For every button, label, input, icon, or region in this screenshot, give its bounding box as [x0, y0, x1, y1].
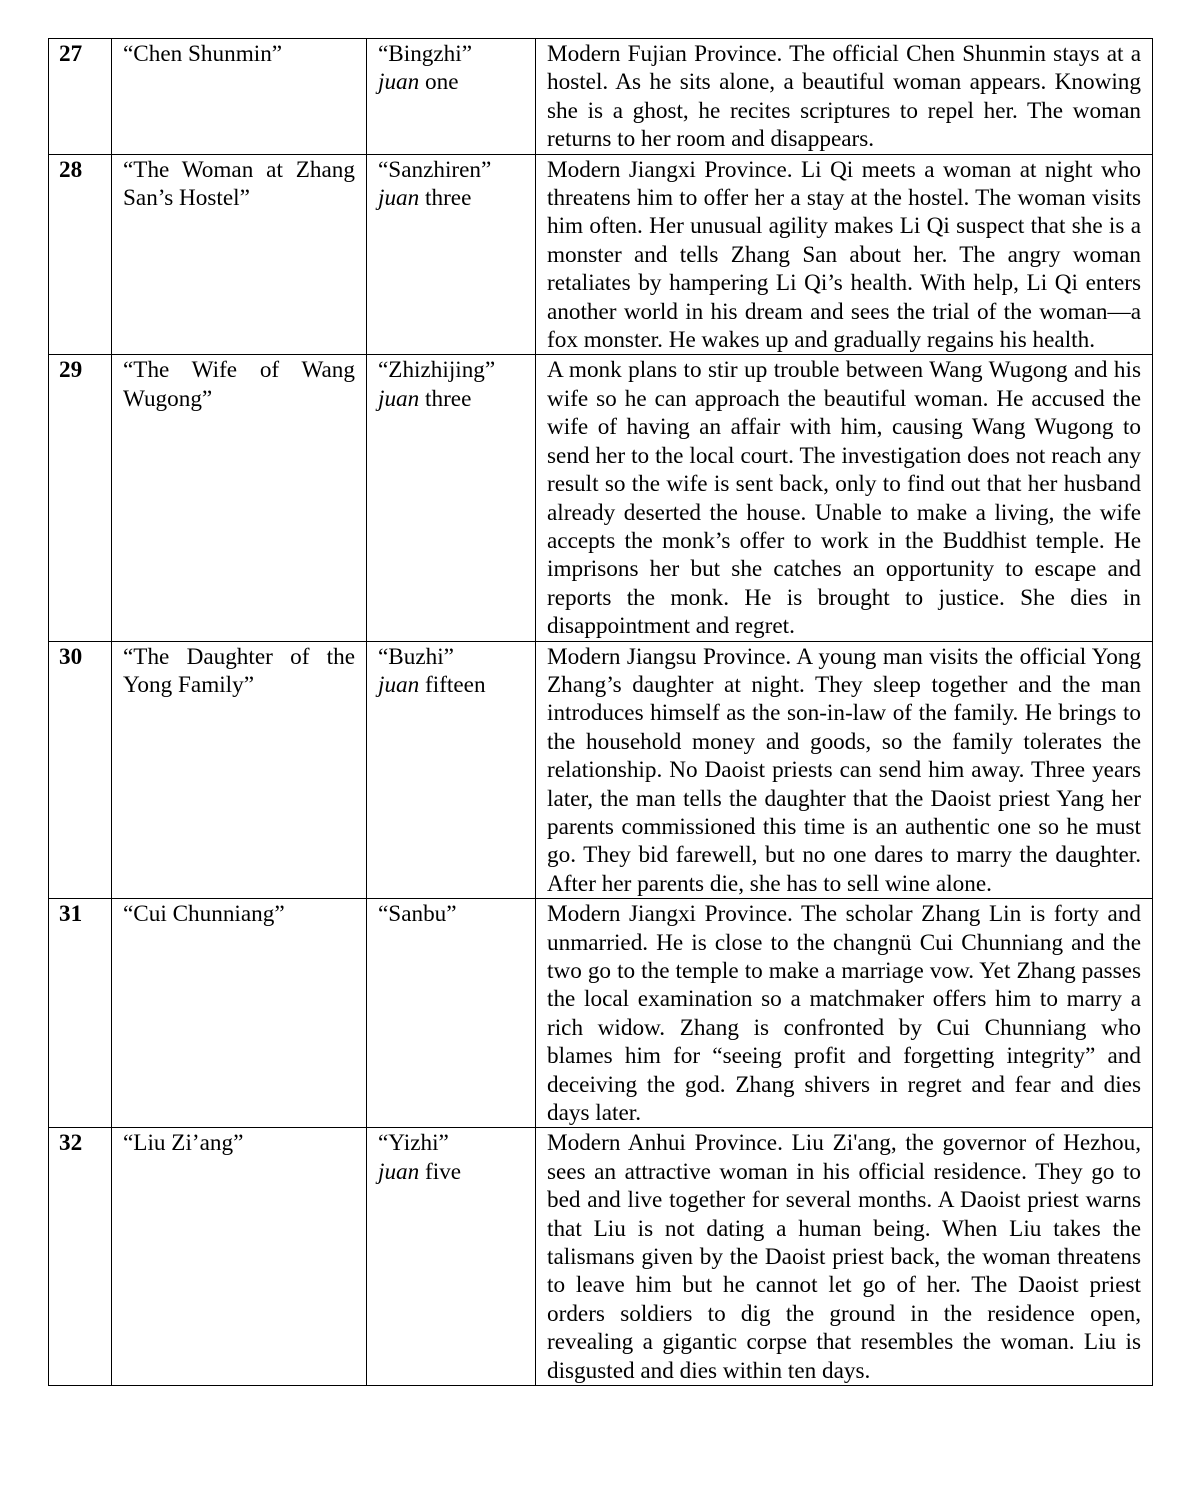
juan-label [378, 68, 524, 96]
story-source [367, 355, 536, 641]
row-number: 32 [49, 1128, 112, 1386]
story-source [367, 1128, 536, 1386]
source-name: “Zhizhijing” [378, 357, 496, 384]
juan-number: five [425, 1158, 462, 1185]
story-summary: Modern Anhui Province. Liu Zi'ang, the governor of Hezhou, sees an attractive woman in his official residence. They go to bed and live together for several months. A Daoist priest warns that Liu is not dating a human being. When Liu takes the talismans given by the Daoist priest back, the woman threatens to leave him but he cannot let go of her. The Daoist priest orders soldiers to dig the ground in the residence open, revealing a gigantic corpse that resembles the woman. Liu is disgusted and dies within ten days. [536, 1128, 1153, 1386]
juan-number: three [425, 185, 472, 212]
row-number: 29 [49, 355, 112, 641]
story-title: “Liu Zi’ang” [112, 1128, 367, 1386]
table-row [49, 899, 1153, 1128]
source-name: “Buzhi” [378, 643, 454, 670]
story-source [367, 899, 536, 1128]
row-number: 27 [49, 39, 112, 155]
story-title: “The Wife of Wang Wugong” [112, 355, 367, 641]
story-source [367, 39, 536, 155]
juan-word: juan [378, 1158, 420, 1185]
story-summary: Modern Jiangxi Province. The scholar Zhang Lin is forty and unmarried. He is close to the changnü Cui Chunniang and the two go to the temple to make a marriage vow. Yet Zhang passes the local examination so a matchmaker offers him to marry a rich widow. Zhang is confronted by Cui Chunniang who blames him for “seeing profit and forgetting integrity” and deceiving the god. Zhang shivers in regret and fear and dies days later. [536, 899, 1153, 1128]
table-row [49, 355, 1153, 641]
juan-word: juan [378, 69, 420, 96]
juan-number: fifteen [425, 671, 486, 698]
table-row [49, 39, 1153, 155]
juan-label [378, 1158, 524, 1186]
juan-word: juan [378, 671, 420, 698]
row-number: 28 [49, 154, 112, 355]
source-name: “Yizhi” [378, 1130, 449, 1157]
juan-word: juan [378, 385, 420, 412]
story-title: “Chen Shunmin” [112, 39, 367, 155]
story-source [367, 641, 536, 899]
table-row [49, 154, 1153, 355]
source-name: “Sanzhiren” [378, 156, 492, 183]
table-row [49, 641, 1153, 899]
table-row [49, 1128, 1153, 1386]
stories-table [48, 38, 1153, 1386]
row-number: 30 [49, 641, 112, 899]
table-body [49, 39, 1153, 1386]
story-source [367, 154, 536, 355]
story-title: “The Woman at Zhang San’s Hostel” [112, 154, 367, 355]
juan-label [378, 385, 524, 413]
source-name: “Sanbu” [378, 901, 457, 928]
juan-label [378, 184, 524, 212]
juan-word: juan [378, 185, 420, 212]
story-title: “The Daughter of the Yong Family” [112, 641, 367, 899]
story-summary: Modern Fujian Province. The official Chen Shunmin stays at a hostel. As he sits alone, a beautiful woman appears. Knowing she is a ghost, he recites scriptures to repel her. The woman returns to her room and disappears. [536, 39, 1153, 155]
juan-number: three [425, 385, 472, 412]
juan-label [378, 671, 524, 699]
story-title: “Cui Chunniang” [112, 899, 367, 1128]
story-summary: Modern Jiangsu Province. A young man visits the official Yong Zhang’s daughter at night. They sleep together and the man introduces himself as the son-in-law of the family. He brings to the household money and goods, so the family tolerates the relationship. No Daoist priests can send him away. Three years later, the man tells the daughter that the Daoist priest Yang her parents commissioned this time is an authentic one so he must go. They bid farewell, but no one dares to marry the daughter. After her parents die, she has to sell wine alone. [536, 641, 1153, 899]
source-name: “Bingzhi” [378, 41, 473, 67]
story-summary: A monk plans to stir up trouble between Wang Wugong and his wife so he can approach the beautiful woman. He accused the wife of having an affair with him, causing Wang Wugong to send her to the local court. The investigation does not reach any result so the wife is sent back, only to find out that her husband already deserted the house. Unable to make a living, the wife accepts the monk’s offer to work in the Buddhist temple. He imprisons her but she catches an opportunity to escape and reports the monk. He is brought to justice. She dies in disappointment and regret. [536, 355, 1153, 641]
juan-number: one [425, 69, 459, 96]
story-summary: Modern Jiangxi Province. Li Qi meets a woman at night who threatens him to offer her a stay at the hostel. The woman visits him often. Her unusual agility makes Li Qi suspect that she is a monster and tells Zhang San about her. The angry woman retaliates by hampering Li Qi’s health. With help, Li Qi enters another world in his dream and sees the trial of the woman—a fox monster. He wakes up and gradually regains his health. [536, 154, 1153, 355]
row-number: 31 [49, 899, 112, 1128]
